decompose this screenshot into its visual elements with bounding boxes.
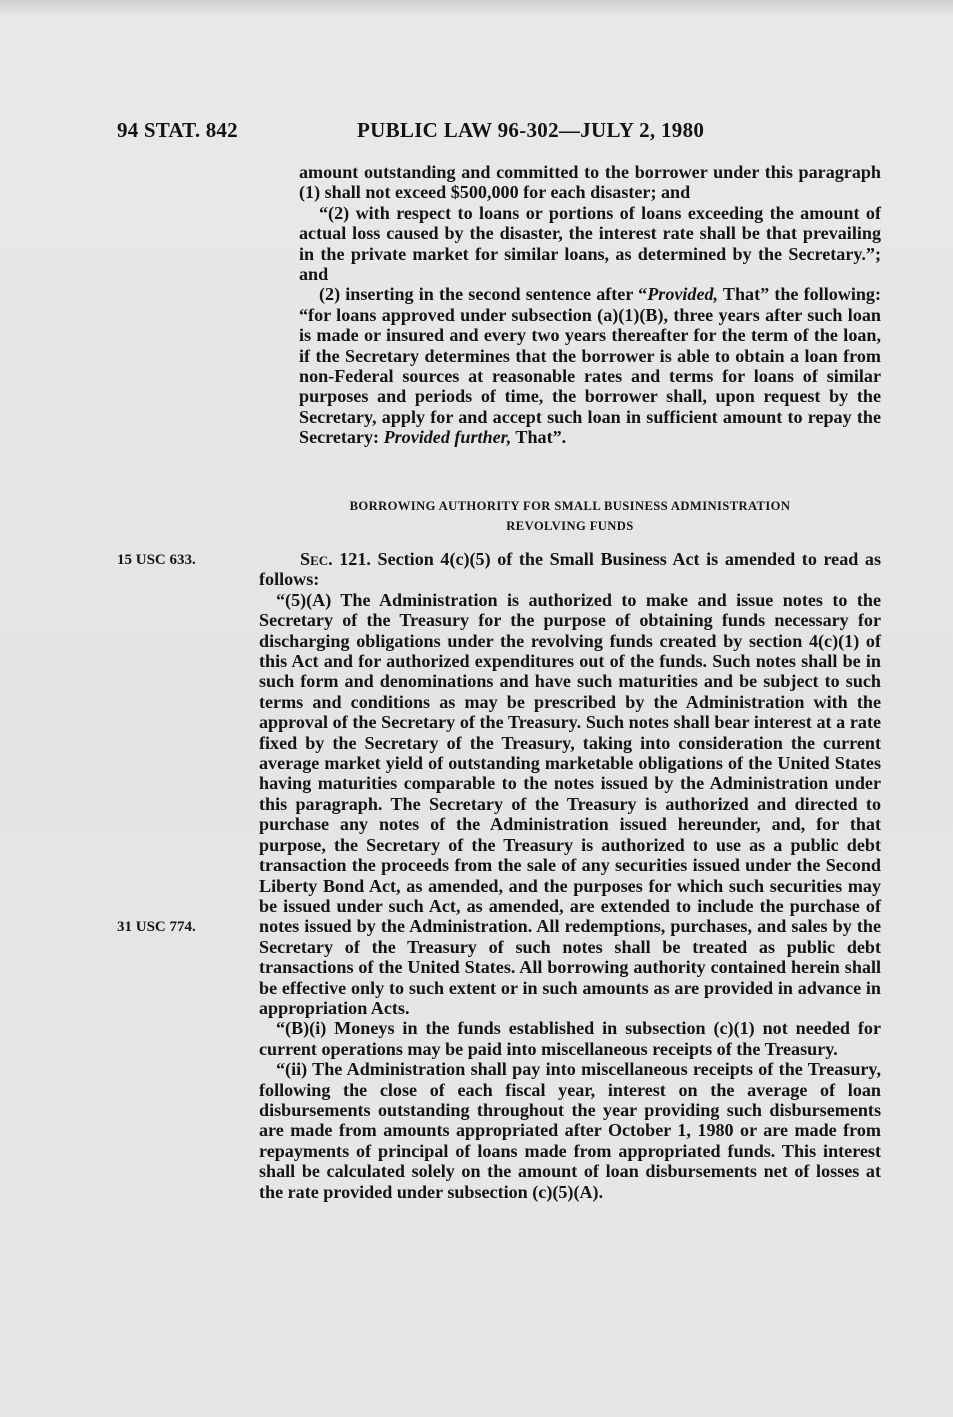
paragraph-2: “(2) with respect to loans or portions of loans exceeding the amount of actual loss caused by the disaster, the interest rate shall be that prevailing in the private market for similar loans, as determined by the Secretary.”; and <box>299 202 881 285</box>
paragraph-continuation: amount outstanding and committed to the borrower under this paragraph (1) shall not exceed $500,000 for each disaster; and <box>299 162 881 203</box>
page-top-edge <box>0 0 953 14</box>
amendment-text-c: That” the following: “for loans approved under subsection (a)(1)(B), three years after such loan is made or insured and every two years thereafter for the term of the loan, if the Secretary determines that the borrower is able to obtain a loan from non-Federal sources at reasonable rates and terms for loans of similar purposes and periods of time, the borrower shall, upon request by the Secretary, apply for and accept such loan in sufficient amount to repay the Secretary: <box>299 284 882 448</box>
margin-citation-15-usc-633: 15 USC 633. <box>117 552 196 568</box>
statute-page-reference: 94 STAT. 842 <box>117 118 238 142</box>
section-heading <box>259 496 881 536</box>
page-title: PUBLIC LAW 96-302—JULY 2, 1980 <box>357 118 705 142</box>
amendment-text-a: (2) inserting in the second sentence after “ <box>319 284 648 305</box>
paragraph-5b-ii: “(ii) The Administration shall pay into miscellaneous receipts of the Treasury, following the close of each fiscal year, interest on the average of loan disbursements outstanding throughout the year providing such disbursements are made from amounts appropriated after October 1, 1980 or are made from repayments of principal of loans made from appropriated funds. This interest shall be calculated solely on the amount of loan disbursements net of losses at the rate provided under subsection (c)(5)(A). <box>259 1059 881 1202</box>
section-heading-line-2: REVOLVING FUNDS <box>506 519 634 533</box>
section-intro-text: 121. Section 4(c)(5) of the Small Business Act is amended to read as follows: <box>259 549 881 590</box>
proviso-further-term: Provided further, <box>383 427 512 448</box>
section-121-text <box>259 549 881 1202</box>
paragraph-5b-i: “(B)(i) Moneys in the funds established in subsection (c)(1) not needed for current operations may be paid into miscellaneous receipts of the Treasury. <box>259 1018 881 1059</box>
paragraph-5a: “(5)(A) The Administration is authorized to make and issue notes to the Secretary of the Treasury for the purpose of obtaining funds necessary for discharging obligations under the revolving funds created by section 4(c)(1) of this Act and for authorized expenditures out of the funds. Such notes shall be in such form and denominations and have such maturities and be subject to such terms and conditions as may be prescribed by the Administration with the approval of the Secretary of the Treasury. Such notes shall bear interest at a rate fixed by the Secretary of the Treasury, taking into consideration the current average market yield of outstanding marketable obligations of the United States having maturities comparable to the notes issued by the Administration under this paragraph. The Secretary of the Treasury is authorized and directed to purchase any notes of the Administration issued hereunder, and, for that purpose, the Secretary of the Treasury is authorized to use as a public debt transaction the proceeds from the sale of any securities issued under the Second Liberty Bond Act, as amended, and the purposes for which such securities may be issued under such Act, as amended, are extended to include the purchase of notes issued by the Administration. All redemptions, purchases, and sales by the Secretary of the Treasury of such notes shall be treated as public debt transactions of the United States. All borrowing authority contained herein shall be effective only to such extent or in such amounts as are provided in advance in appropriation Acts. <box>259 589 881 1018</box>
amendment-text-e: That”. <box>511 427 567 448</box>
continued-amendment-text <box>299 162 881 448</box>
proviso-term: Provided, <box>647 284 719 305</box>
margin-citation-31-usc-774: 31 USC 774. <box>117 919 196 935</box>
section-intro <box>259 549 881 590</box>
section-heading-line-1: BORROWING AUTHORITY FOR SMALL BUSINESS ADMINISTRATION <box>349 499 791 513</box>
section-label: Sec. <box>300 549 333 569</box>
amendment-item-2 <box>299 284 881 447</box>
